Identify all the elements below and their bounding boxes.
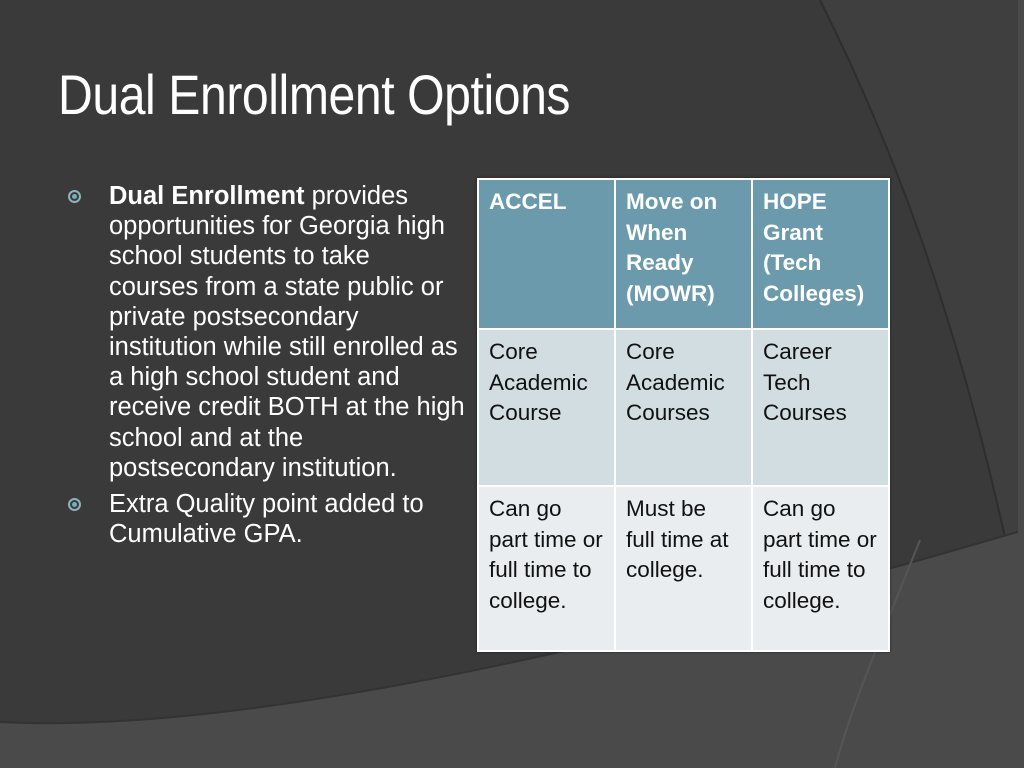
header-hope-grant: HOPE Grant (Tech Colleges): [752, 179, 889, 329]
header-mowr: Move on When Ready (MOWR): [615, 179, 752, 329]
table-row: [478, 486, 889, 651]
bullet-bold-term: Dual Enrollment: [109, 182, 305, 210]
bullet-item-quality-point: [66, 489, 466, 549]
table-header-row: [478, 179, 889, 329]
table-cell: Must be full time at college.: [615, 486, 752, 651]
table-cell: Core Academic Courses: [615, 329, 752, 486]
table-cell: Can go part time or full time to college.: [752, 486, 889, 651]
bullet-item-dual-enrollment: [66, 181, 466, 483]
header-accel: ACCEL: [478, 179, 615, 329]
bullet-text: Extra Quality point added to Cumulative GPA.: [109, 490, 424, 549]
bullet-circle-icon: [68, 498, 81, 511]
table-cell: Career Tech Courses: [752, 329, 889, 486]
table-cell: Can go part time or full time to college.: [478, 486, 615, 651]
bullet-list: [66, 181, 466, 555]
enrollment-options-table: [477, 178, 890, 652]
table-cell: Core Academic Course: [478, 329, 615, 486]
bullet-circle-icon: [68, 190, 81, 203]
table-row: [478, 329, 889, 486]
bullet-text: provides opportunities for Georgia high school students to take courses from a state public or private postsecondary institution while still enrolled as a high school student and receive credit BOTH at the high school and at the postsecondary institution.: [109, 182, 465, 482]
slide-title: Dual Enrollment Options: [58, 63, 571, 126]
